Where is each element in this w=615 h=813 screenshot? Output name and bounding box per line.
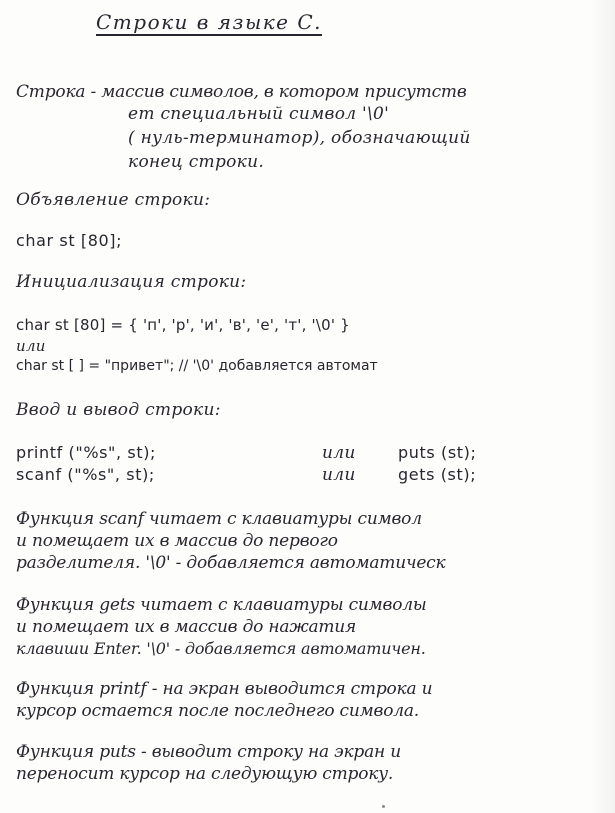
paper-speck <box>382 805 385 808</box>
initialization-or: или <box>16 337 46 355</box>
gets-note-line-1: Функция gets читает с клавиатуры символы <box>16 595 427 615</box>
printf-note-line-1: Функция printf - на экран выводится строка и <box>16 679 433 699</box>
scanf-or: или <box>322 465 356 485</box>
puts-note-line-2: переносит курсор на следующую строку. <box>16 764 394 784</box>
scanf-note-line-2: и помещает их в массив до первого <box>16 531 338 551</box>
printf-or: или <box>322 443 356 463</box>
initialization-code-array: char st [80] = { 'п', 'р', 'и', 'в', 'е', 'т', '\0' } <box>16 316 350 334</box>
printf-note-line-2: курсор остается после последнего символа. <box>16 701 420 721</box>
gets-note-line-3: клавиши Enter. '\0' - добавляется автоматичен. <box>16 639 426 658</box>
declaration-heading: Объявление строки: <box>16 190 211 210</box>
definition-line-1: Строка - массив символов, в котором присутств <box>16 82 467 102</box>
initialization-heading: Инициализация строки: <box>16 272 247 292</box>
declaration-code: char st [80]; <box>16 231 123 250</box>
io-heading: Ввод и вывод строки: <box>16 400 221 420</box>
gets-note-line-2: и помещает их в массив до нажатия <box>16 617 357 637</box>
puts-code: puts (st); <box>398 443 477 462</box>
definition-line-2: ет специальный символ '\0' <box>128 104 390 124</box>
gets-code: gets (st); <box>398 465 477 484</box>
initialization-code-literal: char st [ ] = "привет"; // '\0' добавляется автомат <box>16 358 378 374</box>
scanf-code: scanf ("%s", st); <box>16 465 155 484</box>
definition-line-4: конец строки. <box>128 152 265 172</box>
scanf-note-line-3: разделителя. '\0' - добавляется автоматическ <box>16 553 446 573</box>
printf-code: printf ("%s", st); <box>16 443 157 462</box>
scanf-note-line-1: Функция scanf читает с клавиатуры символ <box>16 509 422 529</box>
page-title: Строки в языке С. <box>96 10 323 34</box>
puts-note-line-1: Функция puts - выводит строку на экран и <box>16 742 402 762</box>
definition-line-3: ( нуль-терминатор), обозначающий <box>128 128 471 148</box>
